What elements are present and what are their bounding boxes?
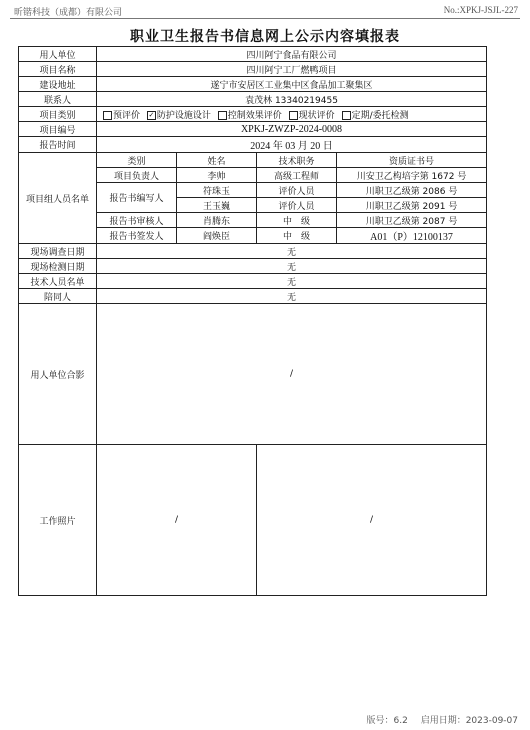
member-name: 王玉巍 <box>177 198 257 213</box>
row-survey-date <box>19 244 487 259</box>
companion-value: 无 <box>97 289 487 304</box>
member-title: 中 级 <box>257 228 337 244</box>
test-date-label: 现场检测日期 <box>19 259 97 274</box>
row-contact <box>19 92 487 107</box>
project-name-value: 四川阿宁工厂燃鸭项目 <box>97 62 487 77</box>
members-col-role: 类别 <box>97 153 177 168</box>
category-option-pre-eval[interactable]: 预评价 <box>99 111 140 121</box>
checkbox-icon[interactable] <box>218 111 227 120</box>
tech-staff-value: 无 <box>97 274 487 289</box>
report-time-value: 2024 年 03 月 20 日 <box>97 137 487 153</box>
survey-date-label: 现场调查日期 <box>19 244 97 259</box>
address-label: 建设地址 <box>19 77 97 92</box>
contact-value: 袁茂林 13340219455 <box>97 92 487 107</box>
employer-value: 四川阿宁食品有限公司 <box>97 47 487 62</box>
members-col-title: 技术职务 <box>257 153 337 168</box>
members-label: 项目组人员名单 <box>19 153 97 244</box>
effective-date: 启用日期：2023-09-07 <box>420 716 518 726</box>
category-options <box>97 107 487 122</box>
form-number: No.:XPKJ-JSJL-227 <box>443 5 518 15</box>
member-name: 阎焕臣 <box>177 228 257 244</box>
checkbox-checked-icon[interactable]: ✓ <box>148 110 155 119</box>
member-title: 高级工程师 <box>257 168 337 183</box>
row-work-photos <box>19 445 487 596</box>
version-number: 版号：6.2 <box>366 716 408 726</box>
member-role: 报告书签发人 <box>97 228 177 244</box>
work-photos-label: 工作照片 <box>19 445 97 596</box>
disclosure-form-table <box>18 46 487 596</box>
row-employer <box>19 47 487 62</box>
project-no-label: 项目编号 <box>19 122 97 137</box>
tech-staff-label: 技术人员名单 <box>19 274 97 289</box>
project-no-value: XPKJ-ZWZP-2024-0008 <box>97 122 487 137</box>
page-footer <box>356 713 518 726</box>
companion-label: 陪同人 <box>19 289 97 304</box>
member-title: 中 级 <box>257 213 337 228</box>
survey-date-value: 无 <box>97 244 487 259</box>
member-name: 符珠玉 <box>177 183 257 198</box>
work-photo-right: / <box>257 445 487 596</box>
contact-label: 联系人 <box>19 92 97 107</box>
member-name: 李帅 <box>177 168 257 183</box>
row-seal-photo <box>19 304 487 445</box>
company-header: 昕锴科技（成都）有限公司 <box>14 8 123 18</box>
member-cert: 川职卫乙级第 2086 号 <box>337 183 487 198</box>
row-address <box>19 77 487 92</box>
test-date-value: 无 <box>97 259 487 274</box>
row-report-time <box>19 137 487 153</box>
work-photo-left: / <box>97 445 257 596</box>
category-option-status-eval[interactable]: 现状评价 <box>285 111 335 121</box>
member-cert: 川职卫乙级第 2091 号 <box>337 198 487 213</box>
checkbox-icon[interactable] <box>103 111 112 120</box>
member-title: 评价人员 <box>257 198 337 213</box>
project-name-label: 项目名称 <box>19 62 97 77</box>
member-cert: A01（P）12100137 <box>337 228 487 244</box>
checkbox-icon[interactable] <box>289 111 298 120</box>
members-col-name: 姓名 <box>177 153 257 168</box>
category-label: 项目类别 <box>19 107 97 122</box>
report-time-label: 报告时间 <box>19 137 97 153</box>
page-title: 职业卫生报告书信息网上公示内容填报表 <box>130 29 400 45</box>
category-option-protection-design[interactable]: ✓ 防护设施设计 <box>148 110 211 121</box>
row-tech-staff <box>19 274 487 289</box>
employer-label: 用人单位 <box>19 47 97 62</box>
member-name: 肖腾东 <box>177 213 257 228</box>
row-category <box>19 107 487 122</box>
member-role: 项目负责人 <box>97 168 177 183</box>
seal-label: 用人单位合影 <box>19 304 97 445</box>
category-option-control-eval[interactable]: 控制效果评价 <box>214 111 282 121</box>
members-col-cert: 资质证书号 <box>337 153 487 168</box>
category-option-periodic-test[interactable]: 定期/委托检测 <box>338 111 409 121</box>
row-companion <box>19 289 487 304</box>
row-project-no <box>19 122 487 137</box>
member-cert: 川职卫乙级第 2087 号 <box>337 213 487 228</box>
seal-photo-area: / <box>97 304 487 445</box>
member-role: 报告书编写人 <box>97 183 177 213</box>
member-cert: 川安卫乙构培字第 1672 号 <box>337 168 487 183</box>
members-header-row <box>19 153 487 168</box>
address-value: 遂宁市安居区工业集中区食品加工聚集区 <box>97 77 487 92</box>
header-divider <box>10 18 520 19</box>
member-role: 报告书审核人 <box>97 213 177 228</box>
row-project-name <box>19 62 487 77</box>
member-title: 评价人员 <box>257 183 337 198</box>
row-test-date <box>19 259 487 274</box>
checkbox-icon[interactable] <box>342 111 351 120</box>
